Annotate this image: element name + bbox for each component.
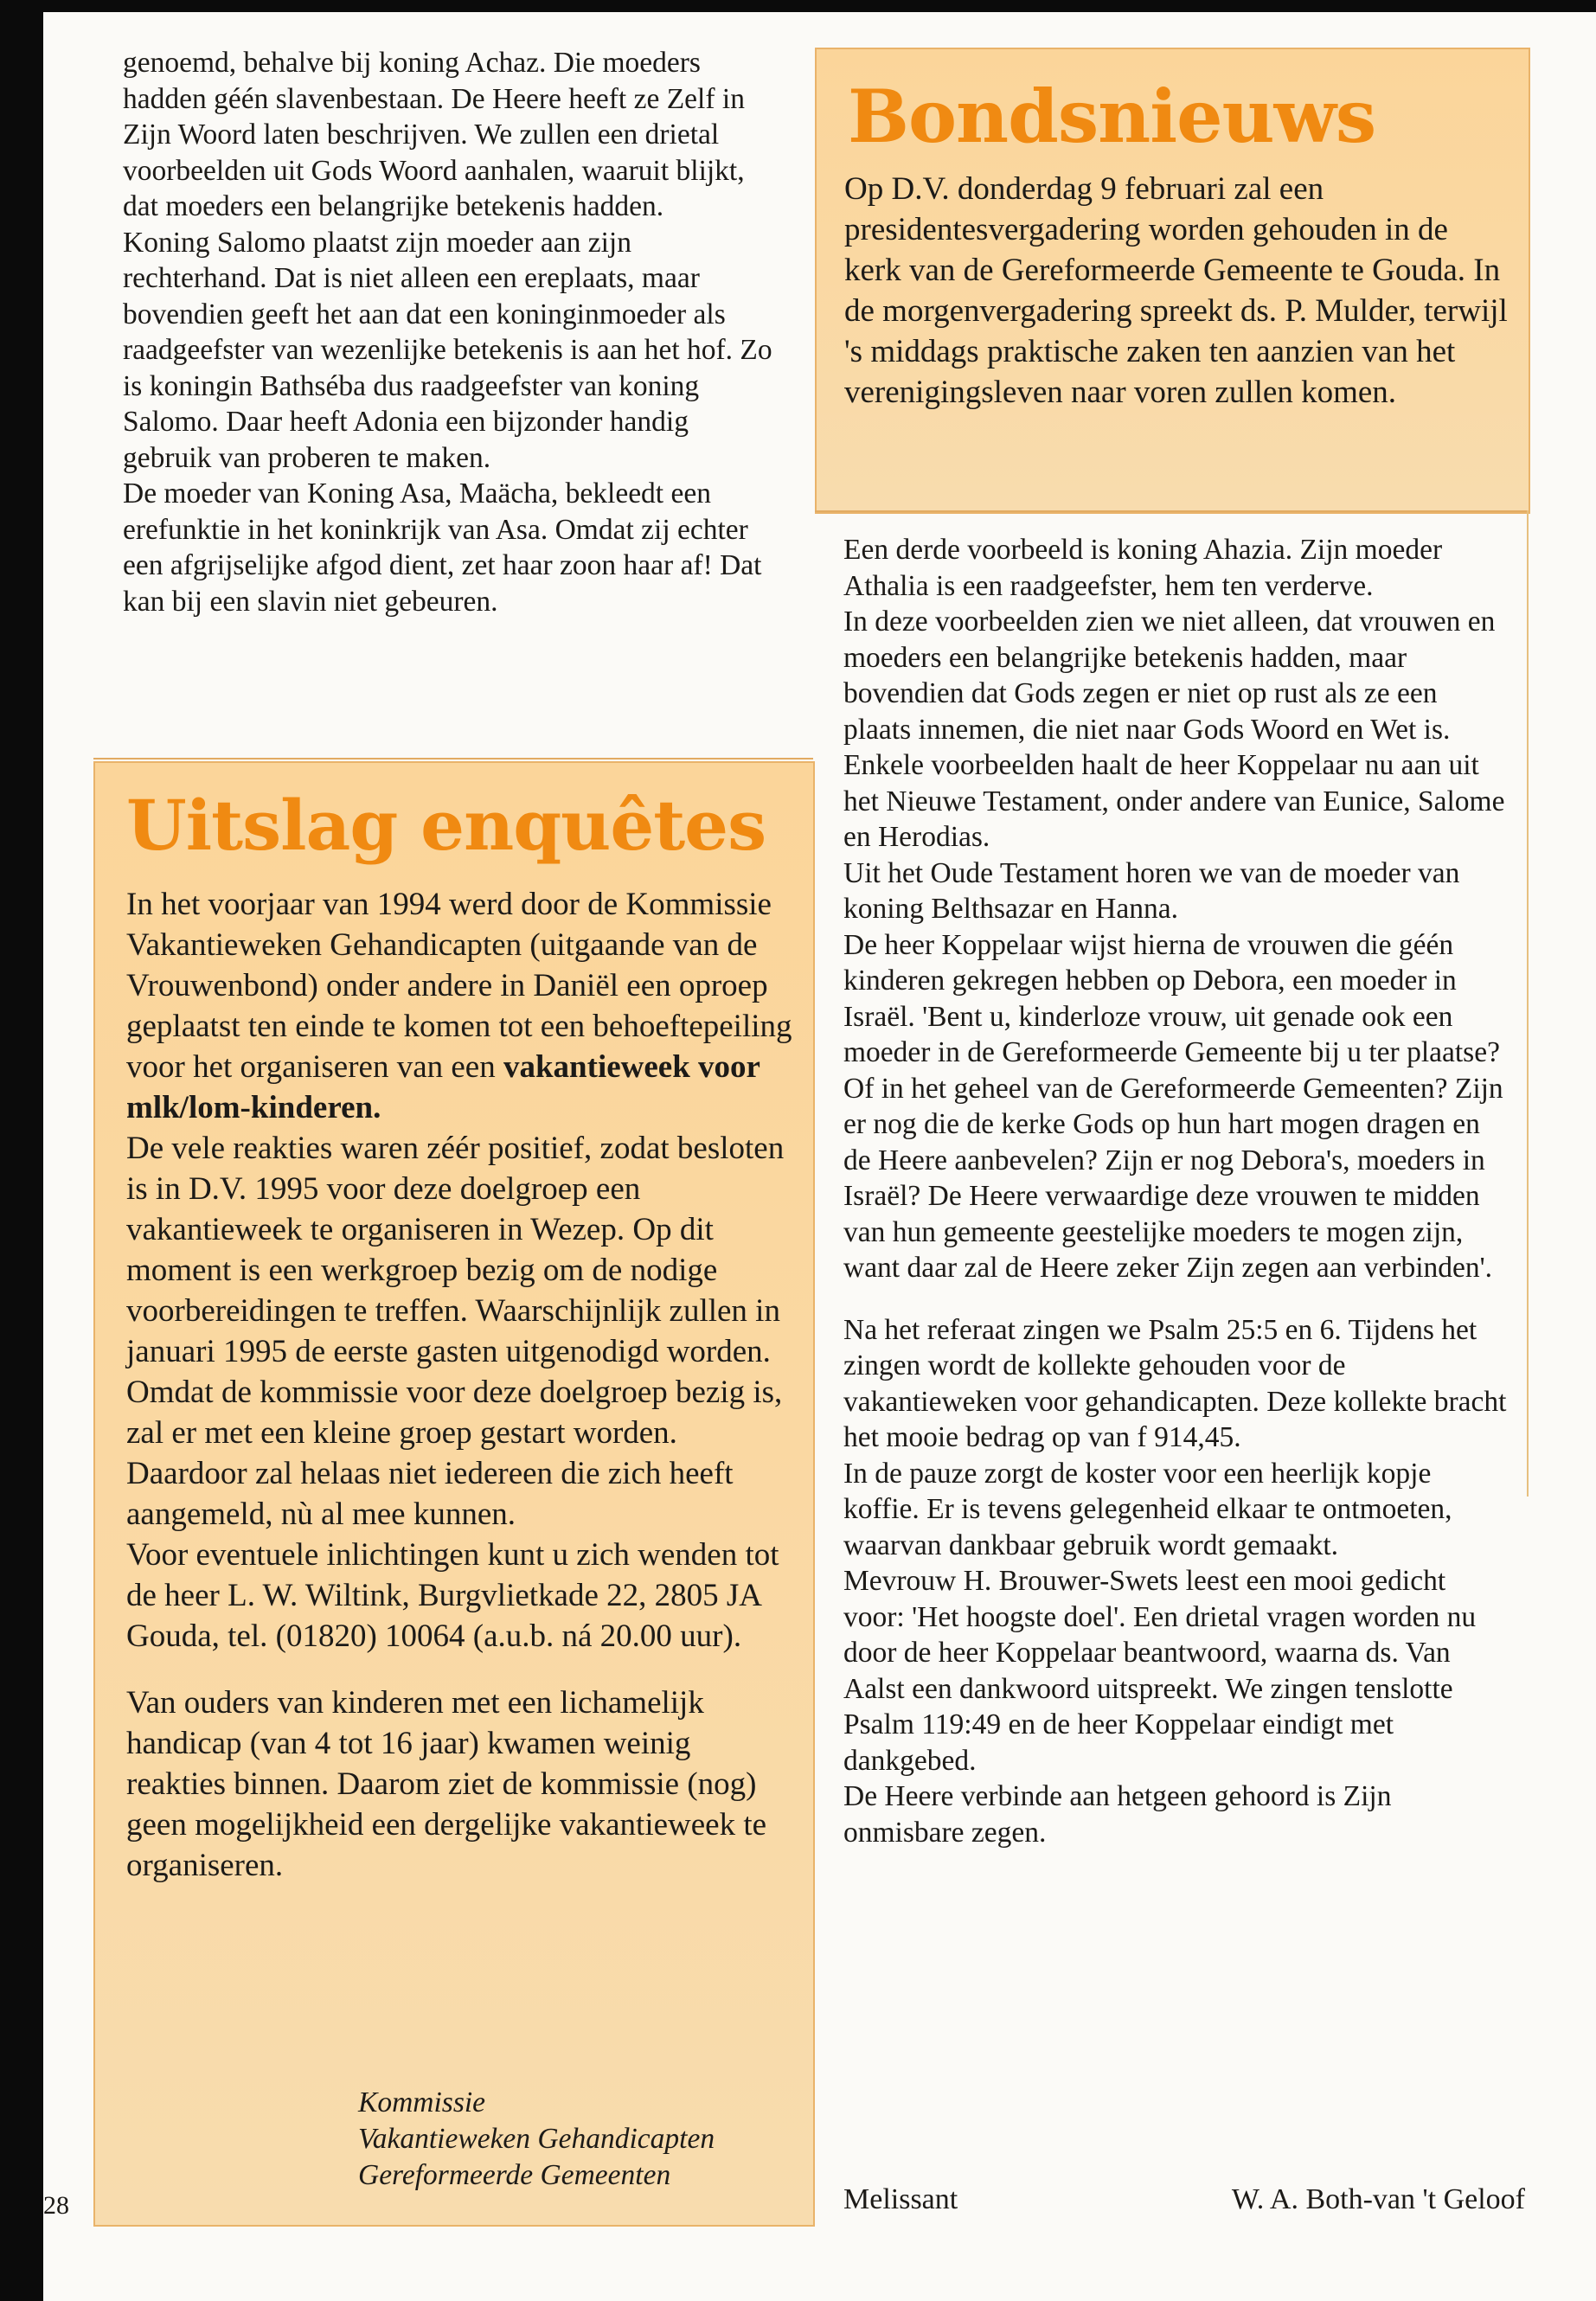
left-column-article-continuation — [123, 45, 780, 619]
page-number: 28 — [43, 2191, 69, 2220]
enquete-signature — [358, 2085, 715, 2194]
signoff-author: W. A. Both-van 't Geloof — [1231, 2183, 1525, 2215]
paragraph-kollekte: Na het referaat zingen we Psalm 25:5 en 6. Tijdens het zingen wordt de kollekte gehouden voor de vakantieweken voor gehandicapten. Deze kollekte bracht het mooie bedrag op van f 914,45. — [843, 1313, 1507, 1453]
paragraph-pauze: In de pauze zorgt de koster voor een heerlijk kopje koffie. Er is tevens gelegenheid elkaar te ontmoeten, waarvan dankbaar gebruik wordt gemaakt. — [843, 1457, 1452, 1561]
signature-line-3: Gereformeerde Gemeenten — [358, 2159, 671, 2191]
signature-line-1: Kommissie — [358, 2086, 486, 2118]
divider-left — [93, 758, 813, 760]
scan-edge-top — [0, 0, 1596, 12]
signature-line-2: Vakantieweken Gehandicapten — [358, 2123, 715, 2155]
enquete-text — [126, 884, 797, 1886]
enquete-box — [93, 761, 815, 2227]
paragraph-zegen: De Heere verbinde aan hetgeen gehoord is Zijn onmisbare zegen. — [843, 1780, 1392, 1849]
enquete-p1-text: In het voorjaar van 1994 werd door de Kommissie Vakantieweken Gehandicapten (uitgaande van de Vrouwenbond) onder andere in Daniël een oproep geplaatst ten einde te komen tot een behoeftepeiling voor het organiseren van een — [126, 887, 792, 1085]
paragraph-asa: De moeder van Koning Asa, Maächa, bekleedt een erefunktie in het koninkrijk van Asa. Omdat zij echter een afgrijselijke afgod dient, zet haar zoon haar af! Dat kan bij een slavin niet gebeuren. — [123, 478, 762, 618]
bondsnieuws-title: Bondsnieuws — [848, 74, 1376, 159]
paragraph-debora: De heer Koppelaar wijst hierna de vrouwen die géén kinderen gekregen hebben op Debora, een moeder in Israël. 'Bent u, kinderloze vrouw, uit genade ook een moeder in de Gereformeerde Gemeente bij u ter plaatse? Of in het geheel van de Gereformeerde Gemeenten? Zijn er nog die de kerke Gods op hun hart mogen dragen en de Heere aanbevelen? Zijn er nog Debora's, moeders in Israël? De Heere verwaardige deze vrouwen te midden van hun gemeente geestelijke moeders te mogen zijn, want daar zal de Heere zeker Zijn zegen aan verbinden'. — [843, 928, 1503, 1284]
bondsnieuws-text: Op D.V. donderdag 9 februari zal een presidentesvergadering worden gehouden in de kerk van de Gereformeerde Gemeente te Gouda. In de morgenvergadering spreekt ds. P. Mulder, terwijl 's middags praktische zaken ten aanzien van het verenigingsleven naar voren zullen komen. — [844, 171, 1508, 410]
enquete-paragraph-4: Van ouders van kinderen met een lichamelijk handicap (van 4 tot 16 jaar) kwamen weinig reakties binnen. Daarom ziet de kommissie (nog) geen mogelijkheid een dergelijke vakantieweek te organiseren. — [126, 1685, 767, 1883]
enquete-paragraph-3: Voor eventuele inlichtingen kunt u zich wenden tot de heer L. W. Wiltink, Burgvlietkade 22, 2805 JA Gouda, tel. (01820) 10064 (a.u.b. ná 20.00 uur). — [126, 1537, 779, 1654]
bondsnieuws-box — [815, 48, 1530, 514]
paragraph-ahazia: Een derde voorbeeld is koning Ahazia. Zijn moeder Athalia is een raadgeefster, hem ten verderve. — [843, 534, 1443, 602]
paragraph-intro: genoemd, behalve bij koning Achaz. Die moeders hadden géén slavenbestaan. De Heere heeft ze Zelf in Zijn Woord laten beschrijven. We zullen een drietal voorbeelden uit Gods Woord aanhalen, waaruit blijkt, dat moeders een belangrijke betekenis hadden. — [123, 47, 745, 222]
scan-edge-left — [0, 0, 43, 2301]
enquete-paragraph-1 — [126, 884, 797, 1128]
enquete-title: Uitslag enquêtes — [126, 785, 766, 866]
column-rule-right — [1527, 510, 1529, 1497]
enquete-p1-bold: vakantieweek voor mlk/lom-kinderen. — [126, 1049, 760, 1125]
enquete-paragraph-2: De vele reakties waren zéér positief, zodat besloten is in D.V. 1995 voor deze doelgroep een vakantieweek te organiseren in Wezep. Op dit moment is een werkgroep bezig om de nodige voorbereidingen te treffen. Waarschijnlijk zullen in januari 1995 de eerste gasten uitgenodigd worden. Omdat de kommissie voor deze doelgroep bezig is, zal er met een kleine groep gestart worden. Daardoor zal helaas niet iedereen die zich heeft aangemeld, nù al mee kunnen. — [126, 1131, 785, 1532]
signoff-place: Melissant — [843, 2183, 958, 2215]
paragraph-gedicht: Mevrouw H. Brouwer-Swets leest een mooi gedicht voor: 'Het hoogste doel'. Een drietal vragen worden nu door de heer Koppelaar beantwoord, waarna ds. Van Aalst een dankwoord uitspreekt. We zingen tenslotte Psalm 119:49 en de heer Koppelaar eindigt met dankgebed. — [843, 1565, 1477, 1777]
paragraph-salomo: Koning Salomo plaatst zijn moeder aan zijn rechterhand. Dat is niet alleen een ereplaats, maar bovendien geeft het aan dat een koninginmoeder als raadgeefster van wezenlijke betekenis is aan het hof. Zo is koningin Bathséba dus raadgeefster van koning Salomo. Daar heeft Adonia een bijzonder handig gebruik van proberen te maken. — [123, 226, 772, 474]
divider-right — [815, 510, 1529, 512]
paragraph-voorbeelden: In deze voorbeelden zien we niet alleen, dat vrouwen en moeders een belangrijke betekenis hadden, maar bovendien dat Gods zegen er niet op rust als ze een plaats innemen, die niet naar Gods Woord en Wet is. — [843, 606, 1496, 746]
right-column-article — [843, 532, 1511, 1850]
paragraph-nieuwe-testament: Enkele voorbeelden haalt de heer Koppelaar nu aan uit het Nieuwe Testament, onder andere van Eunice, Salome en Herodias. — [843, 749, 1505, 853]
paragraph-oude-testament: Uit het Oude Testament horen we van de moeder van koning Belthsazar en Hanna. — [843, 856, 1460, 925]
